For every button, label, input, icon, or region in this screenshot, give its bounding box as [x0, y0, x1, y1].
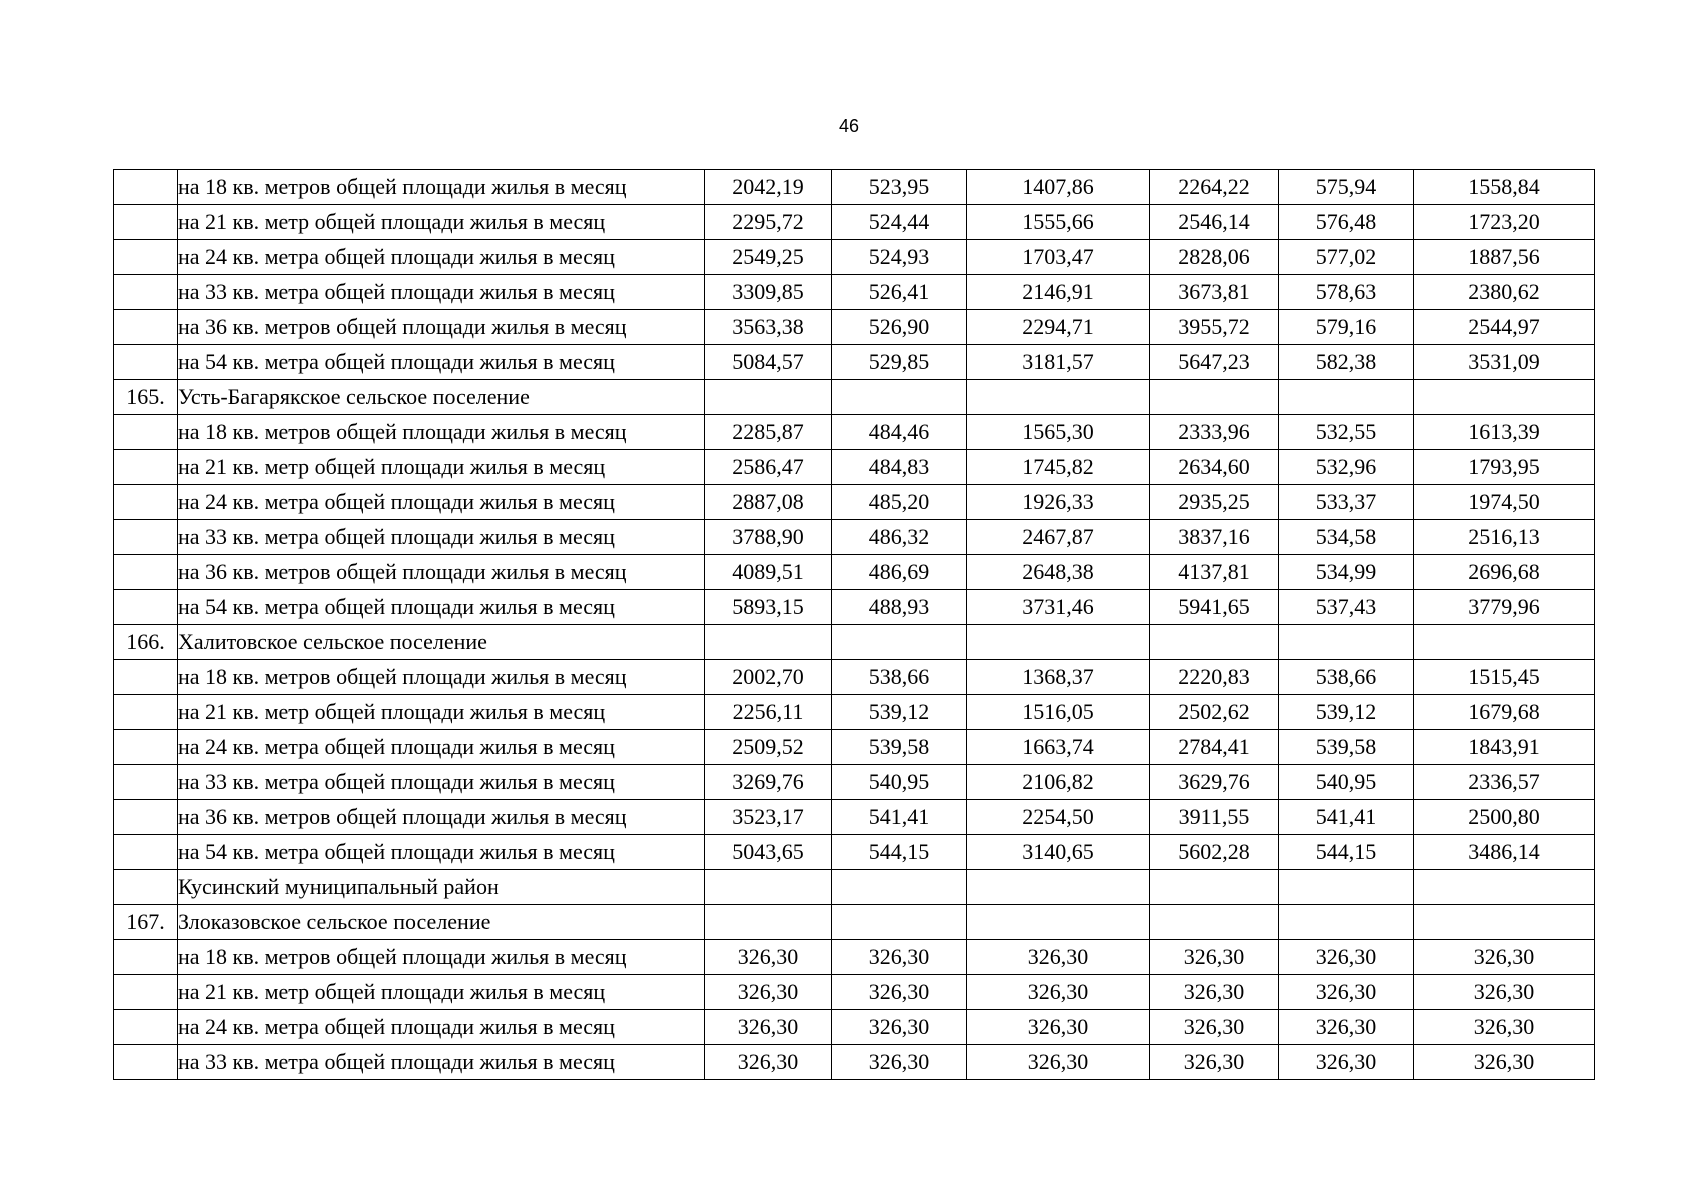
table-row [114, 520, 1595, 555]
row-name-cell: на 18 кв. метров общей площади жилья в месяц [178, 170, 705, 205]
value-cell: 326,30 [967, 975, 1150, 1010]
table-row [114, 695, 1595, 730]
value-cell: 326,30 [1414, 1010, 1595, 1045]
value-cell: 1793,95 [1414, 450, 1595, 485]
row-name-cell: на 18 кв. метров общей площади жилья в месяц [178, 940, 705, 975]
value-cell: 544,15 [832, 835, 967, 870]
value-cell: 2696,68 [1414, 555, 1595, 590]
table-row [114, 240, 1595, 275]
value-cell: 2828,06 [1150, 240, 1279, 275]
value-cell: 5941,65 [1150, 590, 1279, 625]
row-number-cell [114, 240, 178, 275]
value-cell: 1723,20 [1414, 205, 1595, 240]
value-cell [1279, 625, 1414, 660]
row-number-cell [114, 1045, 178, 1080]
value-cell: 2502,62 [1150, 695, 1279, 730]
value-cell: 326,30 [1279, 940, 1414, 975]
row-name-cell: на 18 кв. метров общей площади жилья в месяц [178, 660, 705, 695]
row-number-cell [114, 940, 178, 975]
row-number-cell [114, 765, 178, 800]
value-cell: 2336,57 [1414, 765, 1595, 800]
row-number-cell [114, 590, 178, 625]
row-number-cell [114, 730, 178, 765]
value-cell: 526,41 [832, 275, 967, 310]
value-cell: 541,41 [1279, 800, 1414, 835]
row-name-cell: на 54 кв. метра общей площади жилья в месяц [178, 590, 705, 625]
value-cell [1150, 905, 1279, 940]
row-number-cell: 167. [114, 905, 178, 940]
table-row [114, 310, 1595, 345]
value-cell: 5647,23 [1150, 345, 1279, 380]
value-cell: 579,16 [1279, 310, 1414, 345]
value-cell: 4089,51 [705, 555, 832, 590]
value-cell: 2295,72 [705, 205, 832, 240]
value-cell: 577,02 [1279, 240, 1414, 275]
value-cell: 2042,19 [705, 170, 832, 205]
table-row [114, 345, 1595, 380]
value-cell: 534,99 [1279, 555, 1414, 590]
row-number-cell [114, 415, 178, 450]
value-cell: 326,30 [705, 940, 832, 975]
table-row [114, 730, 1595, 765]
value-cell: 326,30 [705, 1045, 832, 1080]
value-cell: 2285,87 [705, 415, 832, 450]
value-cell [705, 870, 832, 905]
value-cell: 3531,09 [1414, 345, 1595, 380]
row-name-cell: на 24 кв. метра общей площади жилья в месяц [178, 1010, 705, 1045]
value-cell: 2549,25 [705, 240, 832, 275]
value-cell: 2467,87 [967, 520, 1150, 555]
table-row [114, 660, 1595, 695]
value-cell: 539,12 [832, 695, 967, 730]
table-row [114, 415, 1595, 450]
value-cell: 1516,05 [967, 695, 1150, 730]
value-cell: 2586,47 [705, 450, 832, 485]
value-cell: 326,30 [1414, 940, 1595, 975]
value-cell: 3779,96 [1414, 590, 1595, 625]
value-cell: 3837,16 [1150, 520, 1279, 555]
table-row [114, 625, 1595, 660]
table-row [114, 1045, 1595, 1080]
value-cell: 3673,81 [1150, 275, 1279, 310]
value-cell: 2220,83 [1150, 660, 1279, 695]
value-cell [832, 625, 967, 660]
value-cell: 2333,96 [1150, 415, 1279, 450]
value-cell: 3140,65 [967, 835, 1150, 870]
table-row [114, 835, 1595, 870]
row-number-cell [114, 485, 178, 520]
value-cell [967, 870, 1150, 905]
value-cell: 326,30 [1150, 1045, 1279, 1080]
table-row [114, 380, 1595, 415]
value-cell: 326,30 [832, 940, 967, 975]
value-cell: 3309,85 [705, 275, 832, 310]
value-cell [705, 905, 832, 940]
value-cell: 488,93 [832, 590, 967, 625]
value-cell [832, 905, 967, 940]
row-name-cell: на 24 кв. метра общей площади жилья в месяц [178, 485, 705, 520]
value-cell: 2254,50 [967, 800, 1150, 835]
row-number-cell [114, 450, 178, 485]
value-cell: 582,38 [1279, 345, 1414, 380]
value-cell: 326,30 [1150, 975, 1279, 1010]
row-name-cell: на 33 кв. метра общей площади жилья в месяц [178, 765, 705, 800]
value-cell: 326,30 [1150, 1010, 1279, 1045]
value-cell: 2264,22 [1150, 170, 1279, 205]
value-cell: 540,95 [832, 765, 967, 800]
value-cell: 523,95 [832, 170, 967, 205]
row-name-cell: на 21 кв. метр общей площади жилья в месяц [178, 450, 705, 485]
table-row [114, 170, 1595, 205]
row-name-cell: Кусинский муниципальный район [178, 870, 705, 905]
value-cell: 5602,28 [1150, 835, 1279, 870]
value-cell: 532,96 [1279, 450, 1414, 485]
value-cell [1279, 905, 1414, 940]
value-cell [1279, 380, 1414, 415]
value-cell: 326,30 [832, 975, 967, 1010]
value-cell: 3563,38 [705, 310, 832, 345]
value-cell: 1887,56 [1414, 240, 1595, 275]
value-cell: 326,30 [967, 1045, 1150, 1080]
row-number-cell [114, 800, 178, 835]
row-number-cell [114, 870, 178, 905]
value-cell: 539,58 [1279, 730, 1414, 765]
row-name-cell: на 36 кв. метров общей площади жилья в месяц [178, 555, 705, 590]
table-row [114, 765, 1595, 800]
row-number-cell [114, 205, 178, 240]
table-body [114, 170, 1595, 1080]
table-row [114, 975, 1595, 1010]
value-cell: 326,30 [967, 940, 1150, 975]
row-name-cell: Халитовское сельское поселение [178, 625, 705, 660]
value-cell: 1679,68 [1414, 695, 1595, 730]
value-cell: 533,37 [1279, 485, 1414, 520]
value-cell: 486,32 [832, 520, 967, 555]
row-number-cell [114, 695, 178, 730]
value-cell: 544,15 [1279, 835, 1414, 870]
value-cell: 539,58 [832, 730, 967, 765]
value-cell: 526,90 [832, 310, 967, 345]
value-cell [1150, 625, 1279, 660]
value-cell: 524,93 [832, 240, 967, 275]
value-cell: 484,83 [832, 450, 967, 485]
value-cell [705, 380, 832, 415]
value-cell [1279, 870, 1414, 905]
row-name-cell: на 33 кв. метра общей площади жилья в месяц [178, 275, 705, 310]
value-cell: 538,66 [832, 660, 967, 695]
value-cell: 1515,45 [1414, 660, 1595, 695]
page-number: 46 [838, 116, 860, 136]
row-number-cell [114, 345, 178, 380]
value-cell: 2106,82 [967, 765, 1150, 800]
row-number-cell [114, 1010, 178, 1045]
value-cell: 3911,55 [1150, 800, 1279, 835]
value-cell: 2509,52 [705, 730, 832, 765]
value-cell: 484,46 [832, 415, 967, 450]
value-cell: 3955,72 [1150, 310, 1279, 345]
row-name-cell: на 36 кв. метров общей площади жилья в месяц [178, 310, 705, 345]
value-cell: 326,30 [705, 975, 832, 1010]
row-name-cell: на 24 кв. метра общей площади жилья в месяц [178, 730, 705, 765]
value-cell: 326,30 [1414, 975, 1595, 1010]
row-name-cell: на 18 кв. метров общей площади жилья в месяц [178, 415, 705, 450]
value-cell: 1926,33 [967, 485, 1150, 520]
value-cell: 4137,81 [1150, 555, 1279, 590]
value-cell: 326,30 [832, 1010, 967, 1045]
value-cell: 326,30 [1414, 1045, 1595, 1080]
table-row [114, 905, 1595, 940]
value-cell: 3486,14 [1414, 835, 1595, 870]
value-cell: 2500,80 [1414, 800, 1595, 835]
value-cell: 1613,39 [1414, 415, 1595, 450]
value-cell: 2256,11 [705, 695, 832, 730]
row-number-cell: 165. [114, 380, 178, 415]
row-name-cell: на 33 кв. метра общей площади жилья в месяц [178, 520, 705, 555]
value-cell: 1663,74 [967, 730, 1150, 765]
table-row [114, 800, 1595, 835]
row-name-cell: на 33 кв. метра общей площади жилья в месяц [178, 1045, 705, 1080]
tariff-table [113, 169, 1595, 1080]
row-name-cell: на 21 кв. метр общей площади жилья в месяц [178, 205, 705, 240]
value-cell [967, 380, 1150, 415]
row-name-cell: на 24 кв. метра общей площади жилья в месяц [178, 240, 705, 275]
value-cell: 2294,71 [967, 310, 1150, 345]
value-cell: 534,58 [1279, 520, 1414, 555]
row-name-cell: Злоказовское сельское поселение [178, 905, 705, 940]
value-cell [1150, 870, 1279, 905]
row-name-cell: на 21 кв. метр общей площади жилья в месяц [178, 975, 705, 1010]
table-row [114, 1010, 1595, 1045]
value-cell: 524,44 [832, 205, 967, 240]
value-cell [967, 625, 1150, 660]
value-cell: 2784,41 [1150, 730, 1279, 765]
row-name-cell: Усть-Багарякское сельское поселение [178, 380, 705, 415]
row-number-cell [114, 975, 178, 1010]
value-cell: 1565,30 [967, 415, 1150, 450]
row-name-cell: на 21 кв. метр общей площади жилья в месяц [178, 695, 705, 730]
value-cell: 1558,84 [1414, 170, 1595, 205]
value-cell: 1368,37 [967, 660, 1150, 695]
row-name-cell: на 36 кв. метров общей площади жилья в месяц [178, 800, 705, 835]
value-cell: 1843,91 [1414, 730, 1595, 765]
value-cell: 326,30 [1279, 1010, 1414, 1045]
table-row [114, 205, 1595, 240]
value-cell: 1703,47 [967, 240, 1150, 275]
value-cell: 326,30 [967, 1010, 1150, 1045]
value-cell: 2935,25 [1150, 485, 1279, 520]
value-cell [967, 905, 1150, 940]
row-number-cell [114, 170, 178, 205]
value-cell: 3523,17 [705, 800, 832, 835]
value-cell: 2380,62 [1414, 275, 1595, 310]
value-cell: 5084,57 [705, 345, 832, 380]
value-cell [832, 870, 967, 905]
row-name-cell: на 54 кв. метра общей площади жилья в месяц [178, 835, 705, 870]
value-cell: 2648,38 [967, 555, 1150, 590]
value-cell: 486,69 [832, 555, 967, 590]
value-cell: 2634,60 [1150, 450, 1279, 485]
value-cell: 2887,08 [705, 485, 832, 520]
value-cell: 3181,57 [967, 345, 1150, 380]
value-cell [705, 625, 832, 660]
value-cell: 485,20 [832, 485, 967, 520]
value-cell: 529,85 [832, 345, 967, 380]
value-cell [1414, 905, 1595, 940]
table-row [114, 485, 1595, 520]
value-cell: 576,48 [1279, 205, 1414, 240]
table-row [114, 870, 1595, 905]
value-cell: 2546,14 [1150, 205, 1279, 240]
value-cell: 532,55 [1279, 415, 1414, 450]
table-row [114, 590, 1595, 625]
value-cell: 326,30 [1150, 940, 1279, 975]
row-number-cell: 166. [114, 625, 178, 660]
value-cell: 540,95 [1279, 765, 1414, 800]
value-cell: 1555,66 [967, 205, 1150, 240]
value-cell: 575,94 [1279, 170, 1414, 205]
row-name-cell: на 54 кв. метра общей площади жилья в месяц [178, 345, 705, 380]
row-number-cell [114, 520, 178, 555]
value-cell: 3731,46 [967, 590, 1150, 625]
row-number-cell [114, 275, 178, 310]
table-row [114, 450, 1595, 485]
row-number-cell [114, 555, 178, 590]
value-cell: 1974,50 [1414, 485, 1595, 520]
value-cell: 326,30 [1279, 1045, 1414, 1080]
value-cell: 3629,76 [1150, 765, 1279, 800]
value-cell [832, 380, 967, 415]
value-cell: 1745,82 [967, 450, 1150, 485]
row-number-cell [114, 660, 178, 695]
table-row [114, 275, 1595, 310]
value-cell: 539,12 [1279, 695, 1414, 730]
row-number-cell [114, 835, 178, 870]
value-cell: 2544,97 [1414, 310, 1595, 345]
value-cell: 5893,15 [705, 590, 832, 625]
value-cell [1414, 625, 1595, 660]
value-cell: 326,30 [705, 1010, 832, 1045]
value-cell: 3269,76 [705, 765, 832, 800]
value-cell: 326,30 [832, 1045, 967, 1080]
value-cell: 2002,70 [705, 660, 832, 695]
value-cell: 578,63 [1279, 275, 1414, 310]
value-cell [1414, 870, 1595, 905]
value-cell: 3788,90 [705, 520, 832, 555]
table-row [114, 555, 1595, 590]
value-cell: 5043,65 [705, 835, 832, 870]
value-cell: 537,43 [1279, 590, 1414, 625]
value-cell: 326,30 [1279, 975, 1414, 1010]
value-cell: 1407,86 [967, 170, 1150, 205]
table-row [114, 940, 1595, 975]
value-cell [1414, 380, 1595, 415]
value-cell: 2146,91 [967, 275, 1150, 310]
row-number-cell [114, 310, 178, 345]
value-cell [1150, 380, 1279, 415]
value-cell: 541,41 [832, 800, 967, 835]
value-cell: 538,66 [1279, 660, 1414, 695]
value-cell: 2516,13 [1414, 520, 1595, 555]
